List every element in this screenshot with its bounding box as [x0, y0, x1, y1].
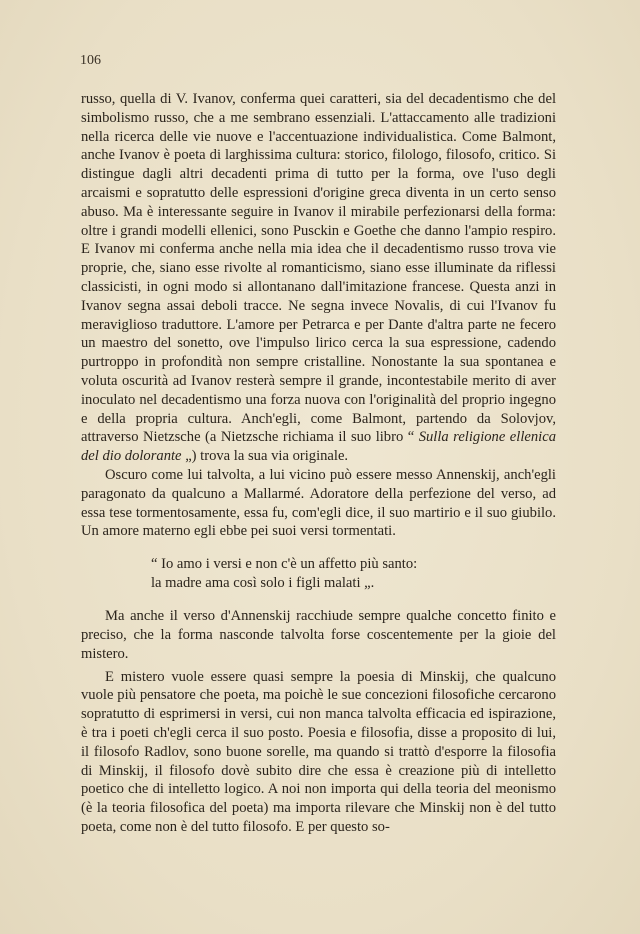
book-title-italic: Sulla religione ellenica del dio dolorante [81, 429, 556, 465]
body-text [81, 90, 556, 837]
verse-quote-line-1: “ Io amo i versi e non c'è un affetto più santo: [151, 556, 418, 573]
verse-quote [151, 555, 556, 593]
paragraph-minskij: E mistero vuole essere quasi sempre la poesia di Minskij, che qualcuno vuole più pensatore che poeta, ma poichè le sue concezioni filosofiche cercarono sopratutto di esprimersi in versi, cui non manca talvolta efficacia ed ispirazione, è tra i poeti ch'egli cerca il suo posto. Poesia e filosofia, disse a proposito di lui, il filosofo Radlov, sono buone sorelle, ma quando si trattò d'esporre la filosofia di Minskij, il filosofo dovè subito dire che essa è creazione più di intelletto poetico che di intelletto logico. A noi non importa qui della teoria del meonismo (è la teoria filosofica del poeta) ma importa rilevare che Minskij non è del tutto poeta, come non è del tutto filosofo. E per questo so- [81, 668, 556, 835]
paragraph-ivanov-end: „) trova la sua via originale. [185, 448, 349, 465]
paragraph-ivanov-text: russo, quella di V. Ivanov, conferma quei caratteri, sia del decadentismo che del simbolismo russo, che a me sembrano essenziali. L'attaccamento alle tradizioni nella ricerca delle vie nuove e l'accentuazione individualistica. Come Balmont, anche Ivanov è poeta di larghissima cultura: storico, filologo, filosofo, critico. Si distingue dagli altri decadenti prima di tutto per la forma, ove l'uso degli arcaismi e sopratutto delle espressioni d'origine greca diventa in un certo senso abuso. Ma è interessante seguire in Ivanov il mirabile perfezionarsi della forma: oltre i grandi modelli ellenici, sono Pusckin e Goethe che danno l'ampio respiro. E Ivanov mi conferma anche nella mia idea che il decadentismo russo trova vie proprie, che, siano esse rivolte al romanticismo, siano esse illuminate da riflessi classicisti, in ogni modo si allontanano dall'imitazione francese. Questa anzi in Ivanov segna assai deboli tracce. Ne segna invece Novalis, di cui l'Ivanov fu meraviglioso traduttore. L'amore per Petrarca e per Dante d'altra parte ne fecero un maestro del sonetto, ove l'impulso lirico cerca la sua espressione, cadendo purtroppo in profondità non sempre cristalline. Nonostante la sua spontanea e voluta oscurità ad Ivanov resterà sempre il grande, incontestabile merito di aver inoculato nel decadentismo una forza nuova con l'originalità del proprio ingegno e della propria cultura. Anch'egli, come Balmont, partendo da Solovjov, attraverso Nietzsche (a Nietzsche richiama il suo libro “ [81, 91, 556, 446]
paragraph-annenskij: Oscuro come lui talvolta, a lui vicino può essere messo Annenskij, anch'egli paragonato da qualcuno a Mallarmé. Adoratore della perfezione del verso, ad essa tese tormentosamente, essa fu, com'egli dice, il suo martirio e il suo giubilo. Un amore materno egli ebbe pei suoi versi tormentati. [81, 466, 556, 540]
page-number: 106 [80, 53, 101, 68]
verse-quote-line-2: la madre ama così solo i figli malati „. [151, 575, 375, 592]
paragraph-annenskij-verse: Ma anche il verso d'Annenskij racchiude sempre qualche concetto finito e preciso, che la forma nasconde talvolta forse coscentemente per la gioie del mistero. [81, 608, 556, 662]
paragraph-ivanov [81, 90, 556, 466]
